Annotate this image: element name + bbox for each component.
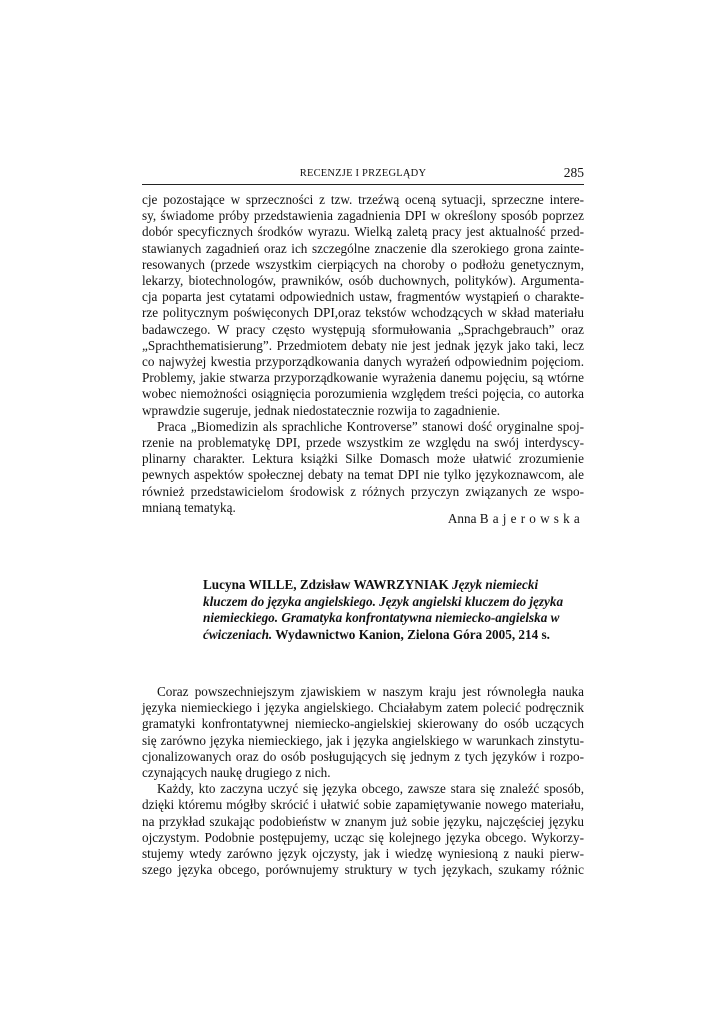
text-line: rze politycznym poświęconych DPI,oraz tekstów wchodzących w skład materiału bbox=[142, 305, 584, 321]
text-line: na przykład szukając podobieństw w znanym już sobie języku, najczęściej języku bbox=[142, 813, 584, 829]
text-line: cje pozostające w sprzeczności z tzw. trzeźwą oceną sytuacji, sprzeczne intere- bbox=[142, 192, 584, 207]
text-line: stujemy wtedy zarówno język ojczysty, jak i wiedzę wyniesioną z nauki pierw- bbox=[142, 846, 584, 862]
text-line: badawczego. W pracy często występują sformułowania „Sprachgebrauch” oraz bbox=[142, 321, 584, 337]
text-line: Praca „Biomedizin als sprachliche Kontroverse” stanowi dość oryginalne spoj- bbox=[157, 418, 584, 434]
text-line: dzięki któremu mógłby skrócić i ułatwić sobie zapamiętywanie nowego materiału, bbox=[142, 797, 584, 813]
bib-title: Język niemiecki kluczem do języka angielskiego. Język angielski kluczem do języka niemieckiego. Gramatyka konfrontatywna niemiecko-angielska w ćwiczeniach. bbox=[203, 577, 564, 642]
text-line: języka niemieckiego i języka angielskiego. Chciałabym zatem polecić podręcznik bbox=[142, 700, 584, 716]
text-line: plinarny charakter. Lektura książki Silke Domasch może ułatwić zrozumienie bbox=[142, 451, 584, 467]
text-line: się zarówno języka niemieckiego, jak i języka angielskiego w warunkach zinstytu- bbox=[142, 732, 584, 748]
text-line: pewnych aspektów społecznej debaty na temat DPI nie tylko językoznawcom, ale bbox=[142, 467, 584, 483]
text-line: resowanych (przede wszystkim cierpiących na choroby o podłożu genetycznym, bbox=[142, 256, 584, 272]
text-line: gramatyki konfrontatywnej niemiecko-angielskiej skierowany do osób uczących bbox=[142, 716, 584, 732]
text-line: cja poparta jest cytatami odpowiednich ustaw, fragmentów wystąpień o charakte- bbox=[142, 289, 584, 305]
text-line: cjonalizowanych oraz do osób posługujących się jednym z tych języków i rozpo- bbox=[142, 748, 584, 764]
text-line: Coraz powszechniejszym zjawiskiem w naszym kraju jest równoległa nauka bbox=[157, 684, 584, 699]
text-line: dobór specyficznych środków wyrazu. Wielką zaletą pracy jest aktualność przed- bbox=[142, 224, 584, 240]
text-line: wobec niemożności osiągnięcia porozumienia względem treści pojęcia, co autorka bbox=[142, 386, 584, 402]
text-line: wprawdzie sugeruje, jednak niedostatecznie rozwija to zagadnienie. bbox=[142, 402, 501, 418]
second-review-text bbox=[142, 684, 584, 878]
running-head: RECENZJE I PRZEGLĄDY bbox=[299, 168, 427, 179]
text-line: stawianych zagadnień oraz ich szczególne znaczenie dla szerokiego grona zainte- bbox=[142, 240, 584, 256]
text-line: mnianą tematyką. bbox=[142, 499, 236, 515]
text-line: sy, świadome próby przedstawienia zagadnienia DPI w określony sposób poprzez bbox=[142, 208, 584, 224]
text-line: rzenie na problematykę DPI, przede wszystkim ze względu na swój interdyscy- bbox=[142, 435, 584, 451]
signature-first-name: Anna bbox=[447, 511, 477, 526]
text-line: ojczystym. Podobnie postępujemy, ucząc się kolejnego języka obcego. Wykorzy- bbox=[142, 829, 584, 845]
review-signature bbox=[142, 511, 584, 527]
page-header bbox=[142, 166, 584, 185]
text-line: czynających naukę drugiego z nich. bbox=[142, 765, 331, 781]
first-review-text bbox=[142, 192, 584, 516]
text-line: co najwyżej kwestia przyporządkowania danych wyrażeń odpowiednim pojęciom. bbox=[142, 354, 584, 370]
text-line: Każdy, kto zaczyna uczyć się języka obcego, zawsze stara się znaleźć sposób, bbox=[157, 781, 584, 797]
signature-surname: Bajerowska bbox=[479, 511, 584, 526]
page-number: 285 bbox=[563, 165, 584, 180]
bib-publication: Wydawnictwo Kanion, Zielona Góra 2005, 214 s. bbox=[275, 626, 550, 642]
text-line: szego języka obcego, porównujemy struktury w tych językach, szukamy różnic bbox=[142, 862, 584, 878]
text-line: lekarzy, biotechnologów, prawników, osób duchownych, polityków). Argumenta- bbox=[142, 273, 584, 289]
bibliographic-entry bbox=[203, 577, 571, 643]
text-line: również przedstawicielom środowisk z różnych przyczyn związanych ze wspo- bbox=[142, 483, 584, 499]
bib-authors: Lucyna WILLE, Zdzisław WAWRZYNIAK bbox=[203, 577, 449, 592]
text-line: „Sprachthematisierung”. Przedmiotem debaty nie jest jednak język jako taki, lecz bbox=[142, 337, 584, 353]
text-line: Problemy, jakie stwarza przyporządkowanie wyrażenia danemu pojęciu, są wtórne bbox=[142, 370, 584, 386]
